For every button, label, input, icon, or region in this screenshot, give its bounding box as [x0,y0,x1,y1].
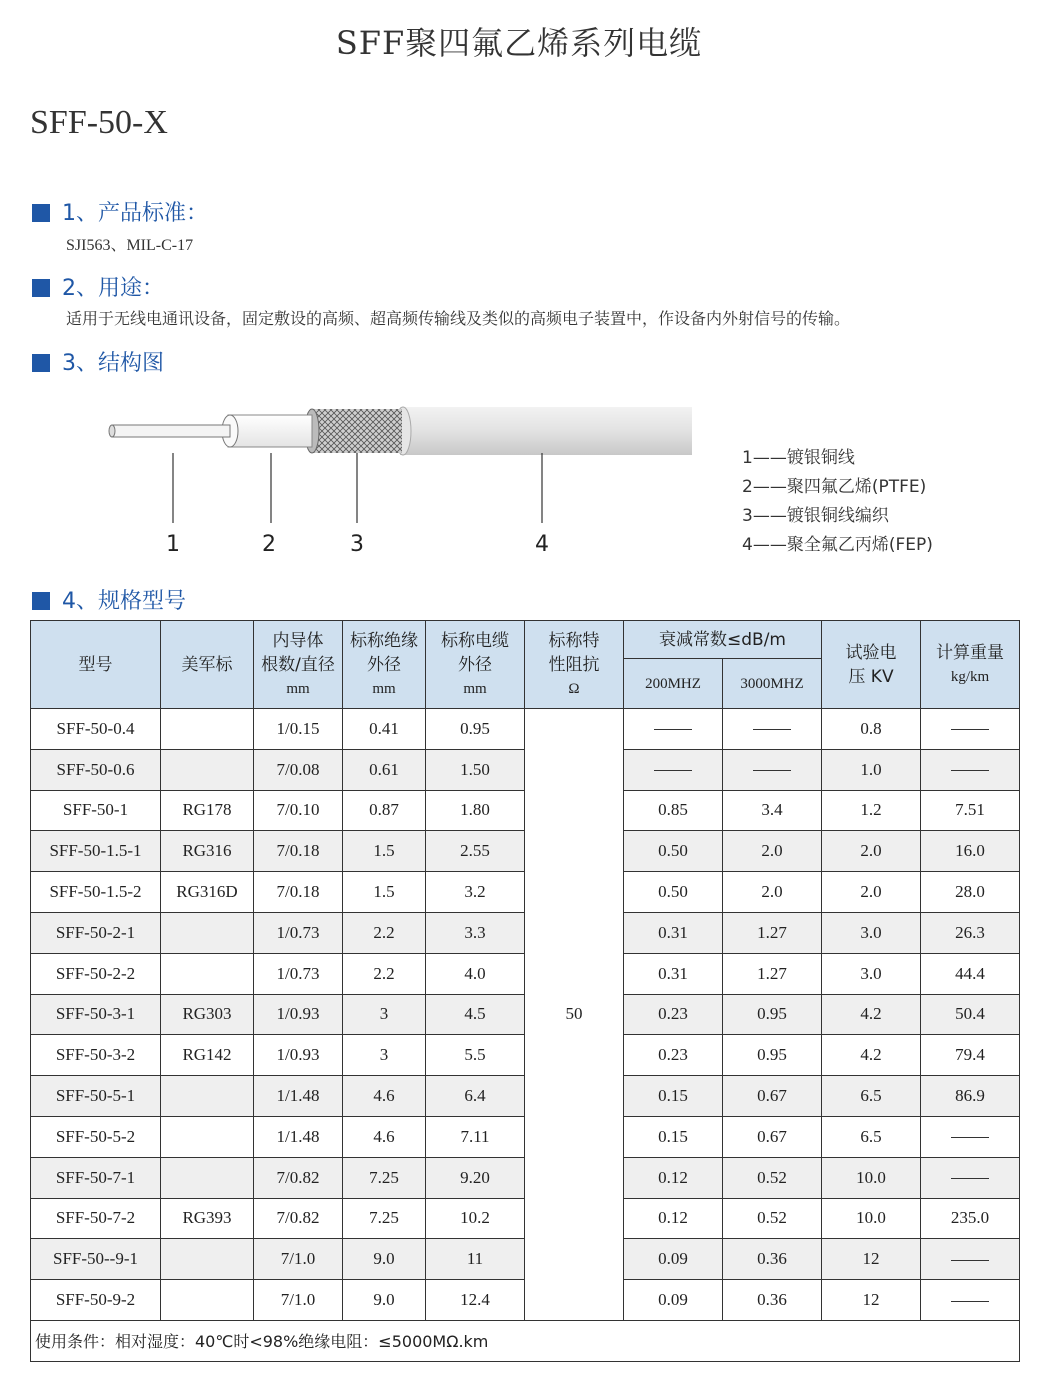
table-cell-a3000: 2.0 [723,872,822,913]
table-cell-mil: RG393 [161,1198,254,1239]
table-cell-od: 3.2 [426,872,525,913]
table-cell-kv: 0.8 [822,709,921,750]
table-cell-ins: 4.6 [343,1116,426,1157]
table-cell-kv: 12 [822,1280,921,1321]
table-cell-od: 10.2 [426,1198,525,1239]
square-bullet-icon [32,354,50,372]
table-cell-model: SFF-50-7-1 [31,1157,161,1198]
table-cell-model: SFF-50-3-2 [31,1035,161,1076]
table-cell-mil [161,912,254,953]
table-cell-od: 6.4 [426,1076,525,1117]
table-cell-a3000: 0.52 [723,1198,822,1239]
table-cell-wt: 86.9 [921,1076,1020,1117]
table-cell-model: SFF-50-9-2 [31,1280,161,1321]
table-cell-a3000: 1.27 [723,912,822,953]
table-cell-cond: 7/0.18 [254,831,343,872]
square-bullet-icon [32,279,50,297]
section-standard-heading [32,196,208,227]
section-usage-heading [32,271,164,302]
table-cell-ins: 0.61 [343,749,426,790]
legend-item: 3——镀银铜线编织 [742,506,889,526]
table-cell-ins: 9.0 [343,1280,426,1321]
table-cell-mil [161,1239,254,1280]
insulation-layer [228,415,312,447]
table-cell-cond: 7/0.08 [254,749,343,790]
table-cell-ins: 9.0 [343,1239,426,1280]
col-weight: 计算重量 kg/km [921,621,1020,709]
square-bullet-icon [32,592,50,610]
table-cell-wt: 50.4 [921,994,1020,1035]
table-cell-mil [161,1076,254,1117]
table-cell-od: 11 [426,1239,525,1280]
col-cable-od: 标称电缆 外径 mm [426,621,525,709]
section-label: 1、产品标准： [62,201,208,226]
table-cell-mil: RG178 [161,790,254,831]
jacket-layer [400,407,692,455]
table-cell-model: SFF-50-1 [31,790,161,831]
table-cell-wt [921,709,1020,750]
table-cell-od: 4.0 [426,953,525,994]
table-cell-mil [161,1157,254,1198]
dash-mark [753,729,791,730]
legend-item: 4——聚全氟乙丙烯(FEP) [742,535,933,555]
table-cell-cond: 7/1.0 [254,1280,343,1321]
table-cell-ins: 0.87 [343,790,426,831]
table-cell-mil [161,709,254,750]
table-cell-cond: 7/1.0 [254,1239,343,1280]
table-cell-kv: 2.0 [822,831,921,872]
table-cell-kv: 1.2 [822,790,921,831]
col-conductor: 内导体 根数/直径 mm [254,621,343,709]
table-cell-a3000 [723,749,822,790]
table-cell-od: 1.80 [426,790,525,831]
table-cell-mil [161,1280,254,1321]
table-cell-a3000: 0.67 [723,1076,822,1117]
table-cell-a3000: 2.0 [723,831,822,872]
dash-mark [654,770,692,771]
table-cell-ins: 7.25 [343,1198,426,1239]
dash-mark [951,1260,989,1261]
standard-text: SJI563、MIL-C-17 [66,237,194,254]
dash-mark [951,729,989,730]
table-cell-a200: 0.31 [624,912,723,953]
table-cell-wt [921,1116,1020,1157]
table-cell-mil [161,749,254,790]
table-cell-cond: 1/0.73 [254,953,343,994]
table-cell-kv: 4.2 [822,994,921,1035]
table-cell-kv: 3.0 [822,953,921,994]
table-cell-a200: 0.09 [624,1280,723,1321]
section-structure-heading [32,346,164,377]
table-cell-ins: 0.41 [343,709,426,750]
table-cell-a3000 [723,709,822,750]
model-heading: SFF-50-X [30,104,168,141]
col-freq-200: 200MHZ [624,659,723,709]
table-cell-wt: 79.4 [921,1035,1020,1076]
col-insulation: 标称绝缘 外径 mm [343,621,426,709]
square-bullet-icon [32,204,50,222]
table-cell-kv: 10.0 [822,1198,921,1239]
table-cell-model: SFF-50-1.5-1 [31,831,161,872]
table-cell-a200: 0.15 [624,1116,723,1157]
legend-item: 1——镀银铜线 [742,448,855,468]
table-cell-ins: 7.25 [343,1157,426,1198]
table-cell-od: 4.5 [426,994,525,1035]
table-cell-a200: 0.12 [624,1157,723,1198]
table-cell-cond: 1/0.93 [254,994,343,1035]
table-cell-cond: 7/0.10 [254,790,343,831]
table-cell-cond: 7/0.82 [254,1157,343,1198]
table-cell-kv: 3.0 [822,912,921,953]
table-cell-mil [161,953,254,994]
table-cell-kv: 6.5 [822,1076,921,1117]
page-title: SFF聚四氟乙烯系列电缆 [335,24,703,62]
dash-mark [951,1137,989,1138]
table-cell-a3000: 1.27 [723,953,822,994]
table-cell-a200: 0.15 [624,1076,723,1117]
col-us-mil: 美军标 [161,621,254,709]
dash-mark [951,770,989,771]
section-label: 4、规格型号 [62,589,186,614]
table-cell-kv: 12 [822,1239,921,1280]
col-voltage: 试验电 压 KV [822,621,921,709]
table-cell-mil: RG316D [161,872,254,913]
table-cell-kv: 10.0 [822,1157,921,1198]
braid-layer [310,409,402,453]
table-body [31,709,1020,1321]
table-cell-a200: 0.09 [624,1239,723,1280]
table-cell-kv: 2.0 [822,872,921,913]
impedance-cell: 50 [525,709,624,1321]
table-cell-mil: RG142 [161,1035,254,1076]
table-cell-wt: 235.0 [921,1198,1020,1239]
table-cell-wt [921,1239,1020,1280]
table-cell-model: SFF-50-2-2 [31,953,161,994]
callout-3: 3 [350,532,364,557]
table-footer-note: 使用条件：相对湿度：40℃时<98%绝缘电阻：≤5000MΩ.km [31,1320,1020,1361]
section-spec-heading [32,584,186,615]
table-cell-mil: RG316 [161,831,254,872]
table-cell-ins: 1.5 [343,872,426,913]
table-cell-wt: 16.0 [921,831,1020,872]
section-label: 3、结构图 [62,351,164,376]
table-cell-cond: 1/1.48 [254,1116,343,1157]
table-cell-a200: 0.31 [624,953,723,994]
section-label: 2、用途： [62,276,164,301]
table-cell-ins: 4.6 [343,1076,426,1117]
table-cell-od: 1.50 [426,749,525,790]
table-cell-kv: 4.2 [822,1035,921,1076]
col-model: 型号 [31,621,161,709]
table-cell-a200: 0.23 [624,994,723,1035]
table-cell-ins: 3 [343,1035,426,1076]
table-cell-mil: RG303 [161,994,254,1035]
table-cell-model: SFF-50--9-1 [31,1239,161,1280]
dash-mark [654,729,692,730]
callout-1: 1 [166,532,180,557]
table-cell-ins: 2.2 [343,953,426,994]
table-header [31,621,1020,709]
table-cell-od: 7.11 [426,1116,525,1157]
conductor-wire [112,425,230,437]
table-cell-cond: 1/0.93 [254,1035,343,1076]
callout-4: 4 [535,532,549,557]
table-cell-ins: 1.5 [343,831,426,872]
table-cell-a3000: 0.52 [723,1157,822,1198]
table-cell-model: SFF-50-3-1 [31,994,161,1035]
table-cell-a3000: 0.36 [723,1280,822,1321]
table-cell-a200: 0.12 [624,1198,723,1239]
table-cell-wt: 28.0 [921,872,1020,913]
spec-table [30,620,1020,1362]
table-cell-cond: 7/0.82 [254,1198,343,1239]
table-cell-a3000: 0.67 [723,1116,822,1157]
table-cell-cond: 7/0.18 [254,872,343,913]
callout-2: 2 [262,532,276,557]
table-row [31,709,1020,750]
table-cell-od: 2.55 [426,831,525,872]
table-cell-model: SFF-50-2-1 [31,912,161,953]
table-cell-wt [921,1157,1020,1198]
dash-mark [951,1301,989,1302]
dash-mark [951,1178,989,1179]
table-cell-model: SFF-50-7-2 [31,1198,161,1239]
table-cell-od: 12.4 [426,1280,525,1321]
table-cell-a200: 0.85 [624,790,723,831]
table-cell-cond: 1/0.73 [254,912,343,953]
table-cell-cond: 1/1.48 [254,1076,343,1117]
table-cell-ins: 3 [343,994,426,1035]
table-cell-model: SFF-50-1.5-2 [31,872,161,913]
table-cell-model: SFF-50-0.4 [31,709,161,750]
table-cell-ins: 2.2 [343,912,426,953]
col-impedance: 标称特 性阻抗 Ω [525,621,624,709]
table-cell-cond: 1/0.15 [254,709,343,750]
table-cell-od: 9.20 [426,1157,525,1198]
table-cell-wt [921,749,1020,790]
table-cell-a200 [624,749,723,790]
table-cell-kv: 1.0 [822,749,921,790]
table-cell-a3000: 0.36 [723,1239,822,1280]
table-cell-kv: 6.5 [822,1116,921,1157]
table-cell-a3000: 3.4 [723,790,822,831]
table-cell-model: SFF-50-0.6 [31,749,161,790]
cable-structure-diagram [100,395,700,535]
table-cell-model: SFF-50-5-2 [31,1116,161,1157]
col-attenuation: 衰减常数≤dB/m [624,621,822,659]
table-cell-a3000: 0.95 [723,1035,822,1076]
table-cell-a3000: 0.95 [723,994,822,1035]
table-cell-a200 [624,709,723,750]
table-cell-wt: 26.3 [921,912,1020,953]
table-cell-mil [161,1116,254,1157]
table-cell-wt [921,1280,1020,1321]
col-freq-3000: 3000MHZ [723,659,822,709]
table-cell-wt: 44.4 [921,953,1020,994]
table-cell-a200: 0.50 [624,831,723,872]
dash-mark [753,770,791,771]
table-cell-model: SFF-50-5-1 [31,1076,161,1117]
table-cell-od: 5.5 [426,1035,525,1076]
table-cell-od: 0.95 [426,709,525,750]
table-cell-wt: 7.51 [921,790,1020,831]
usage-text: 适用于无线电通讯设备，固定敷设的高频、超高频传输线及类似的高频电子装置中，作设备内外射信号的传输。 [66,309,851,328]
table-cell-a200: 0.23 [624,1035,723,1076]
table-cell-od: 3.3 [426,912,525,953]
table-cell-a200: 0.50 [624,872,723,913]
legend-item: 2——聚四氟乙烯(PTFE) [742,477,927,497]
